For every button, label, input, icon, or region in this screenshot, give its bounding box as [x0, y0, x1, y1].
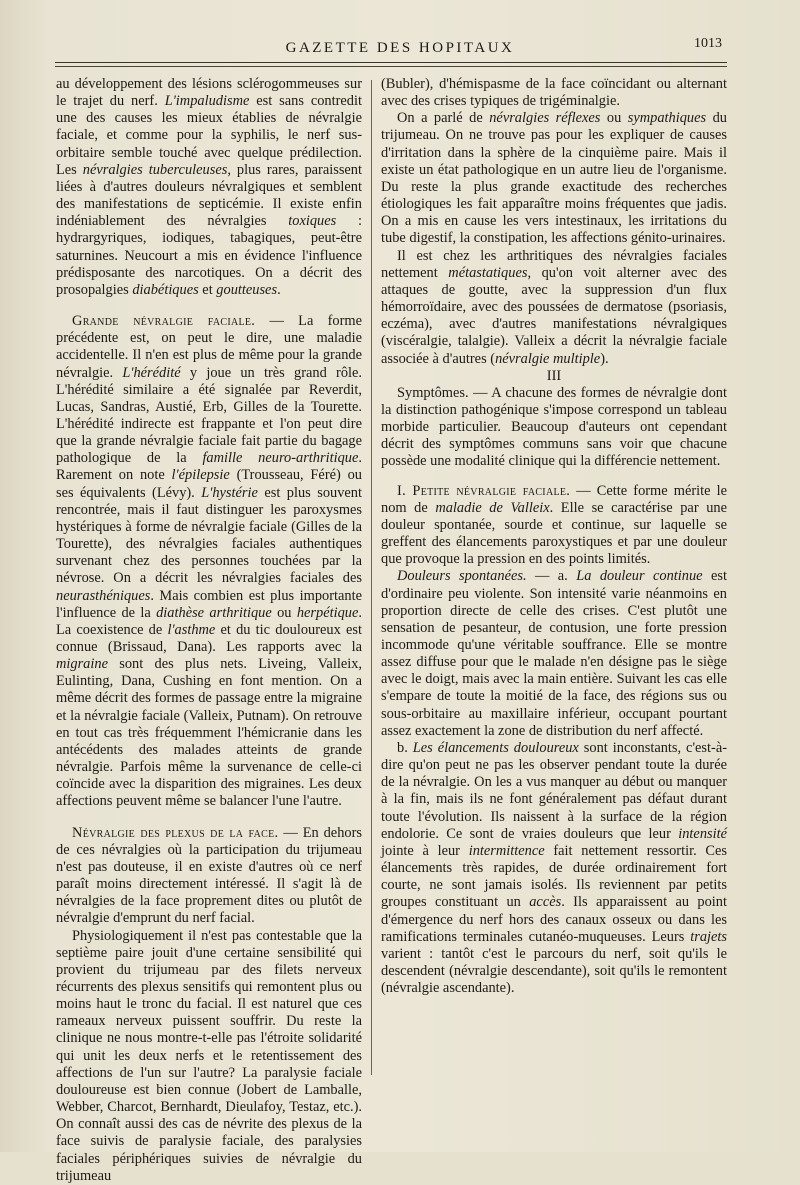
emphasis-famille: famille neuro-arthritique	[202, 450, 359, 467]
text-run: ).	[600, 350, 609, 367]
emphasis-intensite: intensité	[678, 825, 727, 842]
page-number: 1013	[694, 36, 722, 51]
emphasis-goutteuses: goutteuses	[216, 281, 278, 298]
paragraph-douleurs-spontanees	[381, 568, 727, 740]
emphasis-valleix: maladie de Valleix	[435, 499, 550, 516]
text-run: est sans contredit une des causes les mieux établies de névralgie faciale, et comme pour la syphilis, le nerf sus-orbitaire semble touché avec quelque prédilection. Les	[56, 93, 362, 178]
emphasis-intermittence: intermittence	[468, 842, 545, 859]
text-run: : hydrargyriques, iodiques, tabagiques, peut-être saturnines. Neucourt a mis en évidence l'influence prédisposante des narcotiques. On a décrit des prosopalgies	[56, 213, 362, 298]
right-column	[381, 76, 727, 997]
text-run: jointe à leur	[381, 842, 469, 859]
text-run: est plus souvent rencontrée, mais il faut distinguer les paroxysmes hystériques à forme de névralgie faciale (Gilles de la Tourette), des névralgies faciales authentiques survenant chez des personnes touchées par la névrose. On a décrit les névralgies faciales des	[56, 484, 362, 587]
emphasis-diabetiques: diabétiques	[132, 281, 199, 298]
emphasis-diathese: diathèse arthritique	[156, 604, 272, 621]
emphasis-hysterie: L'hystérie	[201, 484, 258, 501]
text-run: ou	[600, 110, 628, 127]
emphasis-multiple: névralgie multiple	[495, 350, 601, 367]
text-run: . Ils apparaissent au point d'émergence du nerf hors des canaux osseux ou dans les ramifications terminales cutanéo-muqueuses. Leurs	[381, 894, 727, 945]
paragraph-etiology-causes	[56, 76, 362, 299]
left-column	[56, 76, 362, 1185]
emphasis-trajets: trajets	[690, 928, 727, 945]
section-number: III	[546, 367, 562, 384]
text-run: au développement des lésions sclérogommeuses sur le trajet du nerf.	[56, 76, 362, 110]
text-run: varient : tantôt c'est le parcours du nerf, soit qu'ils le descendent (névralgie descendante), soit qu'ils le remontent (névralgie ascendante).	[381, 945, 727, 997]
paragraph-elancements	[381, 740, 727, 997]
emphasis-metastatiques: métastatiques	[448, 264, 528, 281]
text-run: sont inconstants, c'est-à-dire qu'on peut ne pas les observer pendant toute la durée de la névralgie. On les a vus manquer au début ou manquer à la fin, mais ils ne font généralement pas défaut durant toute l'évolution. Ils naissent à la surface de la région endolorie. Ce sont de vraies douleurs que leur	[381, 739, 727, 842]
text-run: On a parlé de	[397, 110, 490, 127]
text-run: — Cette forme mérite le nom de	[381, 482, 727, 516]
emphasis-heredite: L'hérédité	[122, 364, 181, 381]
header-rule-thin	[55, 66, 727, 67]
emphasis-impaludisme: L'impaludisme	[164, 93, 250, 110]
subheading-petite-nevralgie: I. Petite névralgie faciale.	[397, 482, 571, 499]
paragraph-plexus	[56, 825, 362, 928]
emphasis-acces: accès	[529, 894, 562, 911]
subheading-plexus: Névralgie des plexus de la face.	[72, 824, 279, 841]
page-header-title: GAZETTE DES HOPITAUX	[285, 40, 515, 56]
text-run: (Trousseau, Féré) ou ses équivalents (Lévy).	[56, 467, 362, 501]
subheading-douleurs: Douleurs spontanées.	[397, 568, 527, 585]
emphasis-douleur-continue: La douleur continue	[576, 568, 703, 585]
header-rule-thick	[55, 62, 727, 63]
text-run: sont des plus nets. Liveing, Valleix, Eulinting, Dana, Cushing en font mention. On a même décrit des formes de passage entre la migraine et la névralgie faciale (Valleix, Putnam). On retrouve en tout cas très fréquemment l'hémicranie dans les antécédents des malades atteints de grande névralgie. Parfois même la survenance de celle-ci coïncide avec la disparition des migraines. Les deux affections peuvent même se balancer l'une l'autre.	[56, 656, 362, 810]
emphasis-reflexes: névralgies réflexes	[489, 110, 601, 127]
paragraph-physiologie: Physiologiquement il n'est pas contestable que la septième paire jouit d'une certaine sensibilité qui provient du trijumeau par des filets nerveux récurrents des plexus sensitifs qui remontent plus ou moins haut le tronc du facial. Il est naturel que ces rameaux nerveux puissent souffrir. Du reste la clinique ne nous montre-t-elle pas l'étroite solidarité qui unit les deux nerfs et le retentissement des affections de l'un sur l'autre? La paralysie faciale douloureuse est bien connue (Jobert de Lamballe, Webber, Charcot, Bernhardt, Dieulafoy, Testaz, etc.). On connaît aussi des cas de névrite des plexus de la face suivis de paralysie faciale, des paralysies faciales périphériques suivies de névralgie du trijumeau	[56, 927, 362, 1184]
text-run: fait nettement ressortir. Ces élancements très rapides, de durée ordinairement fort courte, ne sont jamais isolés. Ils reviennent par petits groupes constituant un	[381, 842, 727, 911]
emphasis-epilepsie: l'épilepsie	[171, 467, 230, 484]
paragraph-grande-nevralgie	[56, 313, 362, 811]
emphasis-toxiques: toxiques	[288, 213, 337, 230]
emphasis-migraine: migraine	[56, 656, 108, 673]
text-run: ou	[271, 604, 297, 621]
paragraph-arthritiques	[381, 248, 727, 368]
emphasis-sympathiques: sympathiques	[627, 110, 707, 127]
text-run: . Mais combien est plus importante l'influence de la	[56, 587, 362, 621]
paragraph-bubler: (Bubler), d'hémispasme de la face coïncidant ou alternant avec des crises typiques de trigéminalgie.	[381, 76, 727, 110]
text-run: — a.	[526, 568, 577, 585]
text-run: est d'ordinaire peu violente. Son intensité varie néanmoins en proportion directe de celle des crises. C'est plutôt une sensation de pesanteur, de contusion, une forte pression incommode qu'une véritable souffrance. Elle se montre assez diffuse pour que le malade n'en désigne pas le siège avec le doigt, mais avec la main entière. Suivant les cas elle s'empare de toute la moitié de la face, des régions sus ou sous-orbitaire au maxillaire inférieur, occupant pourtant assez exactement la zone de distribution du nerf affecté.	[381, 568, 727, 739]
text-run: . Rarement on note	[56, 450, 362, 484]
text-run: . Elle se caractérise par une douleur spontanée, sourde et continue, sur laquelle se greffent des élancements paroxystiques et par une douleur que provoque la pression en des points limités.	[381, 499, 727, 568]
emphasis-neurastheniques: neurasthéniques	[56, 587, 151, 604]
column-divider	[371, 80, 372, 1075]
paragraph-symptomes: Symptômes. — A chacune des formes de névralgie dont la distinction pathogénique s'impose correspond un tableau morbide particulier. Beaucoup d'auteurs ont cependant décrit des symptômes communs sans voir que chacune possède une modalité clinique qui la différencie nettement.	[381, 384, 727, 470]
text-run: — La forme précédente est, on peut le dire, une maladie accidentelle. Il n'en est plus de même pour la grande névralgie.	[56, 313, 362, 381]
text-run: , plus rares, paraissent liées à d'autres douleurs névralgiques et semblent des manifestations de septicémie. Il existe enfin indéniablement des névralgies	[56, 161, 362, 230]
text-run: et	[198, 281, 217, 298]
emphasis-elancements: Les élancements douloureux	[412, 739, 579, 756]
emphasis-asthme: l'asthme	[167, 621, 216, 638]
text-run: y joue un très grand rôle. L'hérédité similaire a été signalée par Reverdit, Lucas, Sandras, Austié, Erb, Gilles de la Tourette. L'hérédité indirecte est frappante et l'on peut dire que la grande névralgie faciale fait partie du bagage pathologique de la	[56, 364, 362, 467]
subheading-grande-nevralgie: Grande névralgie faciale.	[72, 313, 256, 330]
text-run: .	[277, 281, 281, 298]
text-run: et du tic douloureux est connue (Brissaud, Dana). Les rapports avec la	[56, 621, 362, 655]
text-run: b.	[397, 739, 413, 756]
text-run: . La coexistence de	[56, 604, 362, 638]
text-run: du trijumeau. On ne trouve pas pour les expliquer de causes d'irritation dans la sphère de la cinquième paire. Mais il existe un état pathologique en un autre lieu de l'organisme. Du reste la plus grande exactitude des recherches étiologiques les fait apparaître moins fréquentes que jadis. On a mis en cause les vers intestinaux, les irritations du tube digestif, la constipation, les affections génito-urinaires.	[381, 110, 727, 247]
text-run: Il est chez les arthritiques des névralgies faciales nettement	[381, 247, 727, 281]
text-run: — En dehors de ces névralgies où la participation du trijumeau n'est pas douteuse, il en existe d'autres où ce nerf paraît moins directement intéressé. Il s'agit là de névralgies de la face proprement dites ou plutôt de névralgie d'emprunt du nerf facial.	[56, 824, 362, 927]
paragraph-petite-nevralgie	[381, 483, 727, 569]
emphasis-tuberculeuses: névralgies tuberculeuses	[82, 161, 228, 178]
text-run: , qu'on voit alterner avec des attaques de goutte, avec la suppression d'un flux hémorroïdaire, avec des poussées de dermatose (psoriasis, eczéma), avec d'autres manifestations névralgiques (viscéralgie, talalgie). Valleix a décrit la névralgie faciale associée à d'autres (	[381, 264, 728, 367]
emphasis-herpetique: herpétique	[296, 604, 359, 621]
paragraph-reflexes	[381, 110, 727, 247]
